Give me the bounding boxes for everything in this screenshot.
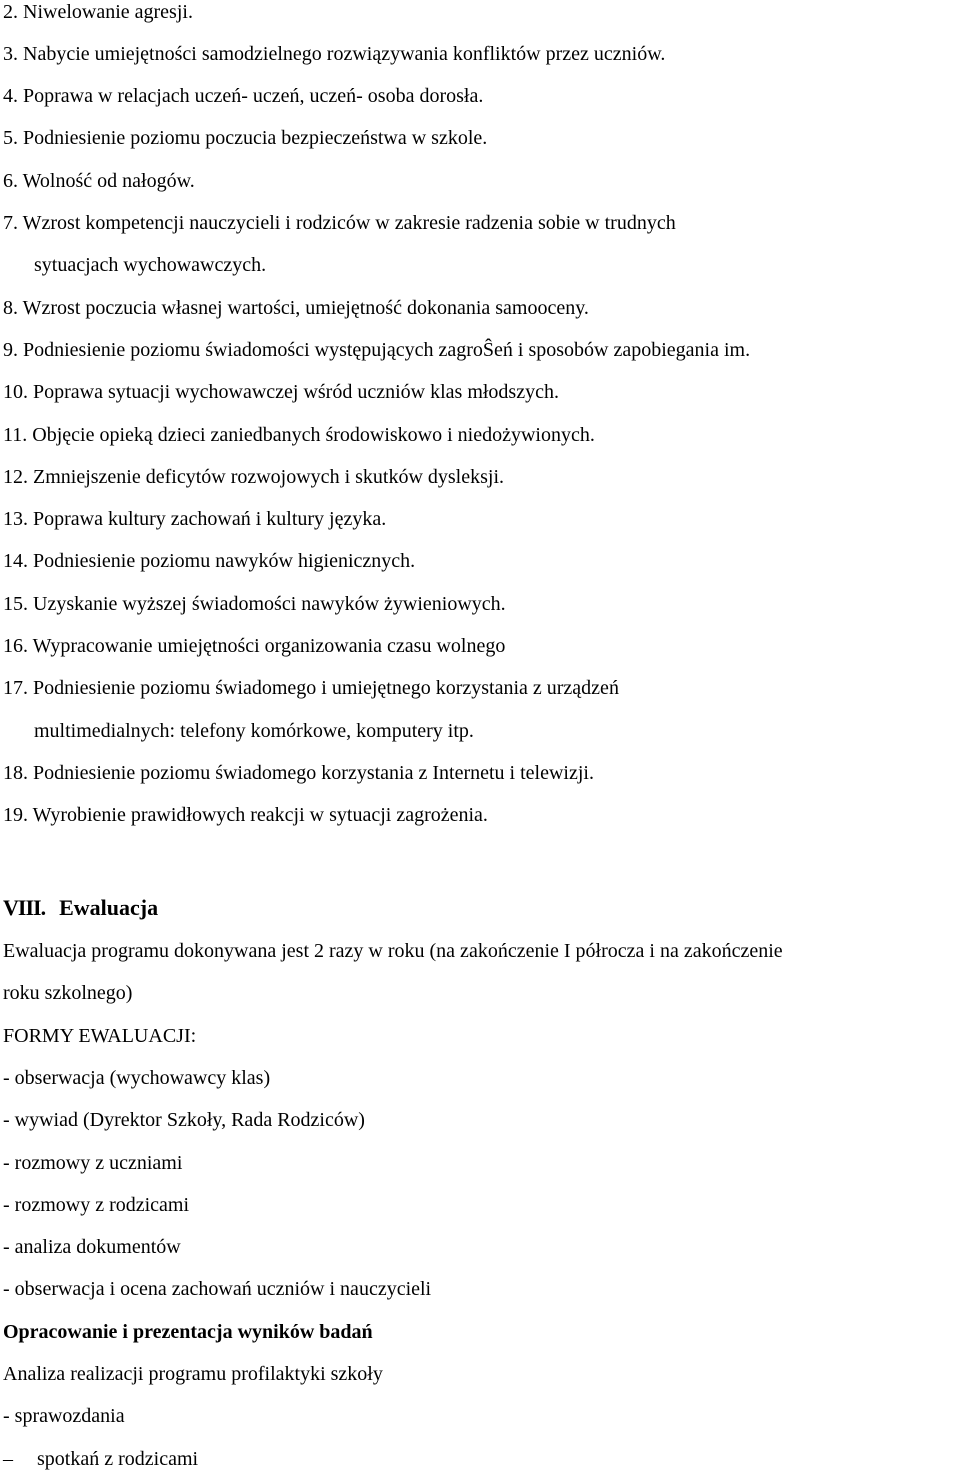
- list-item: 14. Podniesienie poziomu nawyków higienicznych.: [3, 550, 416, 572]
- meeting-item: [3, 1447, 198, 1471]
- list-item: 13. Poprawa kultury zachowań i kultury języka.: [3, 508, 387, 530]
- list-item: 12. Zmniejszenie deficytów rozwojowych i skutków dysleksji.: [3, 466, 505, 488]
- list-item: 2. Niwelowanie agresji.: [3, 1, 193, 23]
- list-item-continuation: sytuacjach wychowawczych.: [34, 254, 267, 276]
- list-item: 8. Wzrost poczucia własnej wartości, umiejętność dokonania samooceny.: [3, 297, 589, 319]
- results-heading: Opracowanie i prezentacja wyników badań: [3, 1321, 373, 1343]
- meeting-text: spotkań z rodzicami: [37, 1448, 199, 1470]
- forms-label: FORMY EWALUACJI:: [3, 1025, 197, 1047]
- forms-item: - analiza dokumentów: [3, 1236, 181, 1258]
- list-item: 4. Poprawa w relacjach uczeń- uczeń, uczeń- osoba dorosła.: [3, 85, 484, 107]
- list-item: 6. Wolność od nałogów.: [3, 170, 195, 192]
- forms-item: - rozmowy z uczniami: [3, 1152, 183, 1174]
- section-heading: [3, 894, 158, 922]
- list-item: 5. Podniesienie poziomu poczucia bezpieczeństwa w szkole.: [3, 127, 488, 149]
- report-item: - sprawozdania: [3, 1405, 125, 1427]
- section-title: Ewaluacja: [59, 895, 159, 920]
- list-item: 3. Nabycie umiejętności samodzielnego rozwiązywania konfliktów przez uczniów.: [3, 43, 666, 65]
- list-item: 19. Wyrobienie prawidłowych reakcji w sytuacji zagrożenia.: [3, 804, 488, 826]
- list-item: 16. Wypracowanie umiejętności organizowania czasu wolnego: [3, 635, 506, 657]
- section-number: VIII.: [3, 895, 46, 920]
- analysis-text: Analiza realizacji programu profilaktyki szkoły: [3, 1363, 383, 1385]
- list-item: 15. Uzyskanie wyższej świadomości nawyków żywieniowych.: [3, 593, 506, 615]
- forms-item: - obserwacja (wychowawcy klas): [3, 1067, 271, 1089]
- intro-paragraph-line: roku szkolnego): [3, 982, 133, 1004]
- forms-item: - obserwacja i ocena zachowań uczniów i nauczycieli: [3, 1278, 432, 1300]
- list-item: 7. Wzrost kompetencji nauczycieli i rodziców w zakresie radzenia sobie w trudnych: [3, 212, 676, 234]
- list-item: 9. Podniesienie poziomu świadomości występujących zagroŜeń i sposobów zapobiegania im.: [3, 339, 751, 361]
- list-item-continuation: multimedialnych: telefony komórkowe, komputery itp.: [34, 720, 474, 742]
- list-item: 18. Podniesienie poziomu świadomego korzystania z Internetu i telewizji.: [3, 762, 594, 784]
- forms-item: - rozmowy z rodzicami: [3, 1194, 190, 1216]
- dash-mark: –: [3, 1448, 13, 1470]
- list-item: 17. Podniesienie poziomu świadomego i umiejętnego korzystania z urządzeń: [3, 677, 619, 699]
- list-item: 10. Poprawa sytuacji wychowawczej wśród uczniów klas młodszych.: [3, 381, 559, 403]
- intro-paragraph-line: Ewaluacja programu dokonywana jest 2 razy w roku (na zakończenie I półrocza i na zakończenie: [3, 940, 783, 962]
- forms-item: - wywiad (Dyrektor Szkoły, Rada Rodziców): [3, 1109, 365, 1131]
- list-item: 11. Objęcie opieką dzieci zaniedbanych środowiskowo i niedożywionych.: [3, 424, 595, 446]
